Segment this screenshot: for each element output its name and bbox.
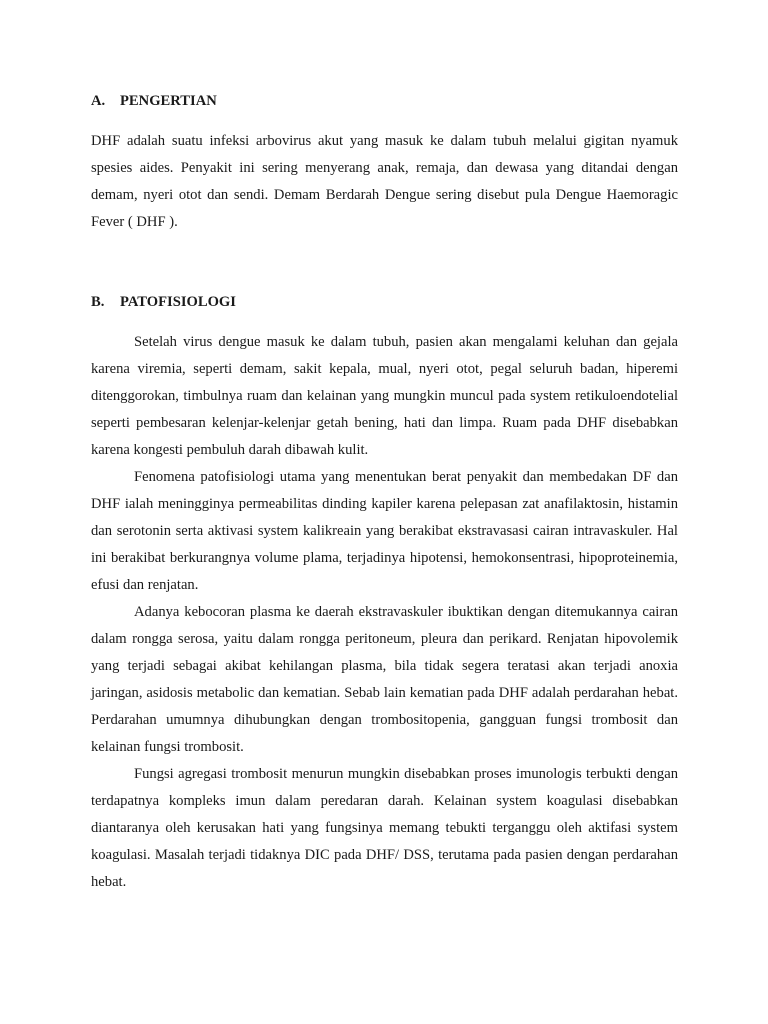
paragraph: Fenomena patofisiologi utama yang menentukan berat penyakit dan membedakan DF dan DHF ialah meningginya permeabilitas dinding kapiler karena pelepasan zat anafilaktosin, histamin dan serotonin serta aktivasi system kalikreain yang berakibat ekstravasasi cairan intravaskuler. Hal ini berakibat berkurangnya volume plama, terjadinya hipotensi, hemokonsentrasi, hipoproteinemia, efusi dan renjatan.: [91, 469, 678, 593]
section-body-pengertian: [91, 128, 678, 236]
paragraph: DHF adalah suatu infeksi arbovirus akut yang masuk ke dalam tubuh melalui gigitan nyamuk spesies aides. Penyakit ini sering menyerang anak, remaja, dan dewasa yang ditandai dengan demam, nyeri otot dan sendi. Demam Berdarah Dengue sering disebut pula Dengue Haemoragic Fever ( DHF ).: [91, 133, 678, 230]
section-title: PATOFISIOLOGI: [120, 294, 236, 310]
section-heading-patofisiologi: [91, 289, 678, 316]
section-heading-pengertian: [91, 88, 678, 115]
paragraph: Adanya kebocoran plasma ke daerah ekstravaskuler ibuktikan dengan ditemukannya cairan dalam rongga serosa, yaitu dalam rongga peritoneum, pleura dan perikard. Renjatan hipovolemik yang terjadi sebagai akibat kehilangan plasma, bila tidak segera teratasi akan terjadi anoxia jaringan, asidosis metabolic dan kematian. Sebab lain kematian pada DHF adalah perdarahan hebat. Perdarahan umumnya dihubungkan dengan trombositopenia, gangguan fungsi trombosit dan kelainan fungsi trombosit.: [91, 604, 678, 755]
section-title: PENGERTIAN: [120, 93, 217, 109]
section-letter: B.: [91, 294, 105, 310]
paragraph: Fungsi agregasi trombosit menurun mungkin disebabkan proses imunologis terbukti dengan terdapatnya kompleks imun dalam peredaran darah. Kelainan system koagulasi disebabkan diantaranya oleh kerusakan hati yang fungsinya memang tebukti terganggu oleh aktifasi system koagulasi. Masalah terjadi tidaknya DIC pada DHF/ DSS, terutama pada pasien dengan perdarahan hebat.: [91, 766, 678, 890]
document-body: [91, 88, 678, 896]
paragraph: Setelah virus dengue masuk ke dalam tubuh, pasien akan mengalami keluhan dan gejala karena viremia, seperti demam, sakit kepala, mual, nyeri otot, pegal seluruh badan, hiperemi ditenggorokan, timbulnya ruam dan kelainan yang mungkin muncul pada system retikuloendotelial seperti pembesaran kelenjar-kelenjar getah bening, hati dan limpa. Ruam pada DHF disebabkan karena kongesti pembuluh darah dibawah kulit.: [91, 334, 678, 458]
section-letter: A.: [91, 93, 106, 109]
section-body-patofisiologi: [91, 329, 678, 896]
